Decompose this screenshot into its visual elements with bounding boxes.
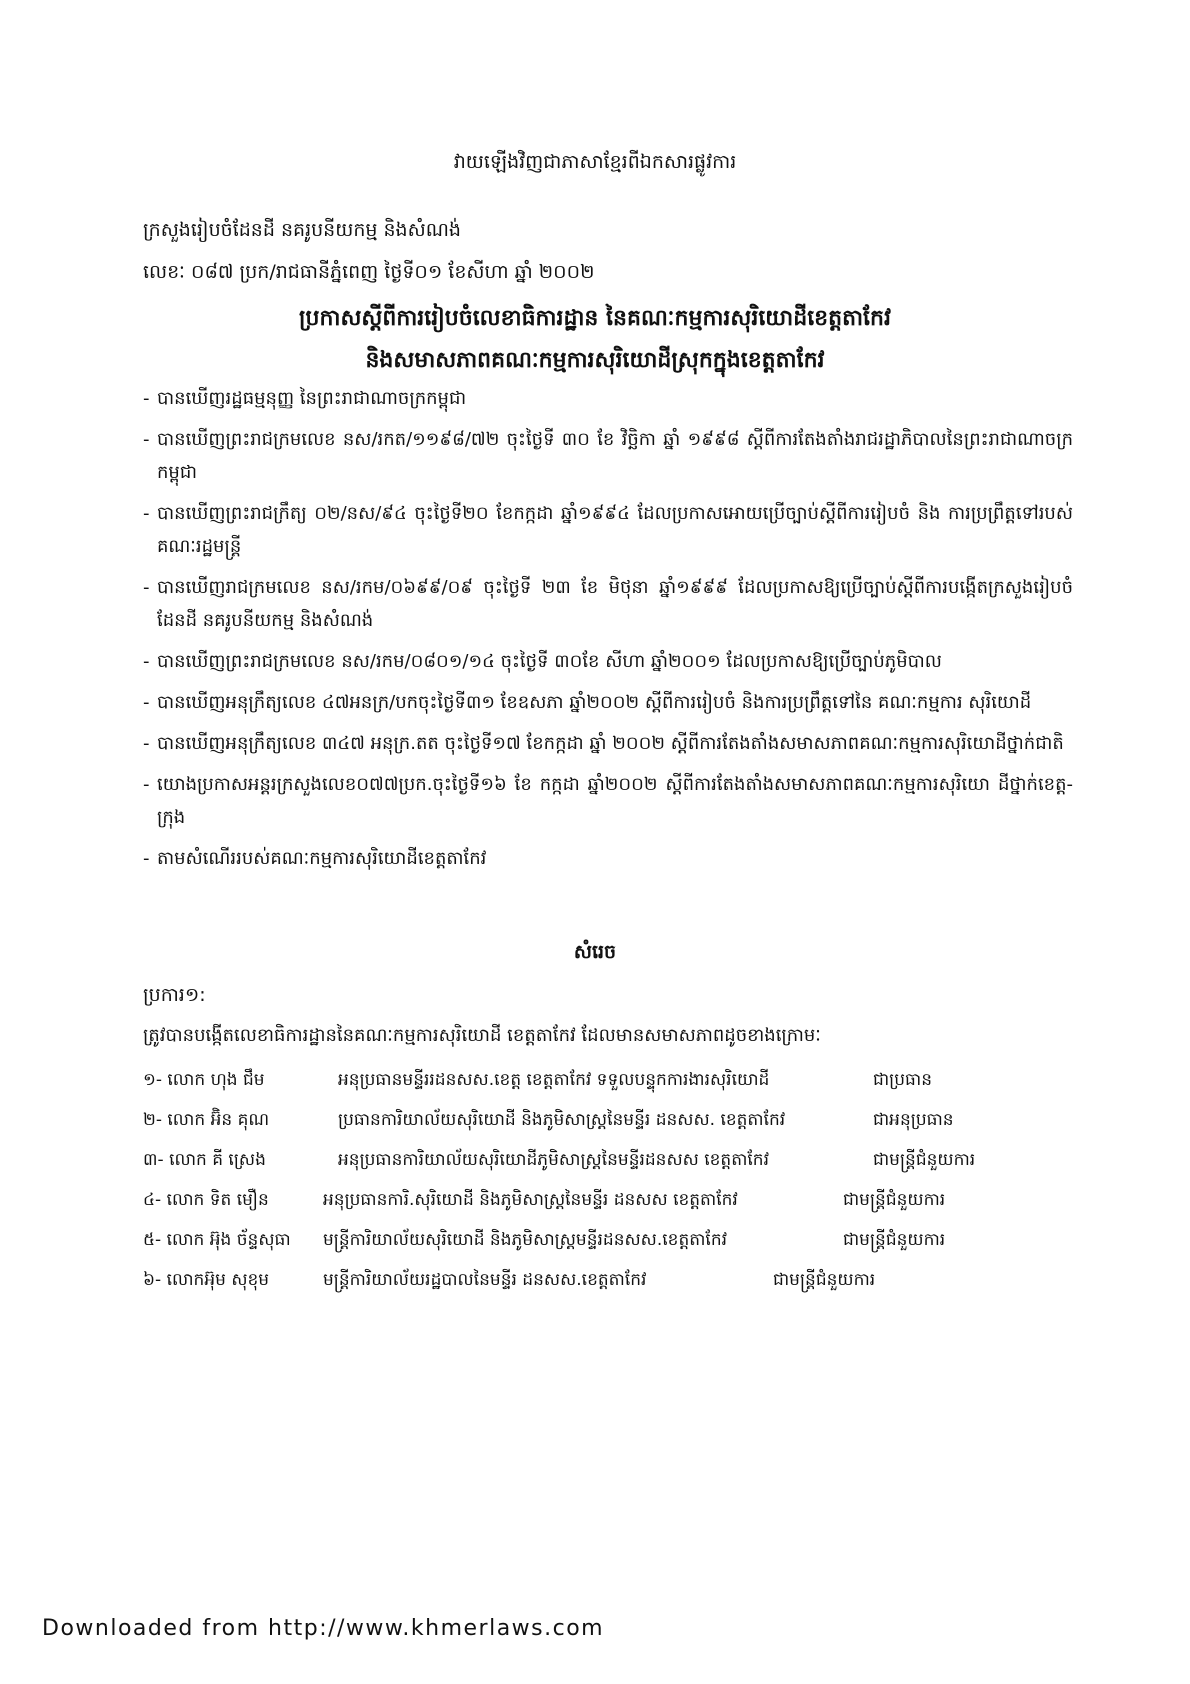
clause-item: - បានឃើញព្រះរាជក្រឹត្យ ០២/នស/៩៤ ចុះថ្ងៃទី២០ ខែកក្កដា ឆ្នាំ១៩៩៤ ដែលប្រកាសអោយប្រើច្បាប់ស្តីពីការរៀបចំ និង ការប្រព្រឹត្តទៅរបស់គណៈរដ្ឋមន្ត្រី — [143, 503, 1073, 557]
member-row — [143, 1223, 1073, 1263]
clause-item: - បានឃើញព្រះរាជក្រមលេខ នស/រកត/១១៩៨/៧២ ចុះថ្ងៃទី ៣០ ខែ វិច្ឆិកា ឆ្នាំ ១៩៩៨ ស្តីពីការតែងតាំងរាជរដ្ឋាភិបាលនៃព្រះរាជាណាចក្រកម្ពុជា — [143, 429, 1073, 483]
member-position: ប្រធានការិយាល័យសុរិយោដី និងភូមិសាស្ត្រនៃមន្ទីរ ដនសស. ខេត្តតាកែវ — [338, 1110, 786, 1130]
member-name: ៥- លោក អ៊ុង ច័ន្ទសុធា — [143, 1230, 291, 1250]
document-title — [0, 298, 1190, 382]
member-list — [143, 1063, 1073, 1303]
member-role: ជាមន្ត្រីជំនួយការ — [843, 1190, 946, 1210]
member-row — [143, 1183, 1073, 1223]
member-row — [143, 1063, 1073, 1103]
member-row — [143, 1263, 1073, 1303]
member-name: ១- លោក ហុង ជឹម — [143, 1070, 265, 1090]
member-position: មន្ត្រីការិយាល័យសុរិយោដី និងភូមិសាស្ត្រមន្ទីរដនសស.ខេត្តតាកែវ — [323, 1230, 728, 1250]
member-name: ៤- លោក ទិត មឿន — [143, 1190, 269, 1210]
article-label: ប្រការ១: — [143, 984, 206, 1006]
clause-item: - បានឃើញរាជក្រមលេខ នស/រកម/០៦៩៩/០៩ ចុះថ្ងៃទី ២៣ ខែ មិថុនា ឆ្នាំ១៩៩៩ ដែលប្រកាសឱ្យប្រើច្បាប់ស្តីពីការបង្កើតក្រសួងរៀបចំដែនដី នគរូបនីយកម្ម និងសំណង់ — [143, 577, 1073, 631]
title-line-1: ប្រកាសស្តីពីការរៀបចំលេខាធិការដ្ឋាន នៃគណៈកម្មការសុរិយោដីខេត្តតាកែវ — [299, 306, 891, 331]
member-name: ៣- លោក គី ស្រេង — [143, 1150, 266, 1170]
ministry-name: ក្រសួងរៀបចំដែនដី នគរូបនីយកម្ម និងសំណង់ — [143, 219, 461, 241]
title-line-2: និងសមាសភាពគណៈកម្មការសុរិយោដីស្រុកក្នុងខេត្តតាកែវ — [365, 348, 825, 373]
member-role: ជាមន្ត្រីជំនួយការ — [773, 1270, 876, 1290]
member-row — [143, 1143, 1073, 1183]
reference-line: លេខៈ ០៨៧ ប្រក/រាជធានីភ្នំពេញ ថ្ងៃទី០១ ខែសីហា ឆ្នាំ ២០០២ — [143, 261, 595, 283]
assignment-text: ត្រូវបានបង្កើតលេខាធិការដ្ឋាននៃគណៈកម្មការសុរិយោដី ខេត្តតាកែវ ដែលមានសមាសភាពដូចខាងក្រោមៈ — [143, 1025, 821, 1046]
member-name: ៦- លោកអ៊ុម សុខុម — [143, 1270, 270, 1290]
member-role: ជាអនុប្រធាន — [873, 1110, 954, 1130]
download-source-footer: Downloaded from http://www.khmerlaws.com — [42, 1616, 605, 1641]
preamble-clauses — [143, 382, 1073, 883]
member-role: ជាប្រធាន — [873, 1070, 933, 1090]
member-role: ជាមន្ត្រីជំនួយការ — [843, 1230, 946, 1250]
member-position: អនុប្រធានការិ.សុរិយោដី និងភូមិសាស្ត្រនៃមន្ទីរ ដនសស ខេត្តតាកែវ — [323, 1190, 738, 1210]
decision-heading: សំរេច — [573, 941, 617, 963]
clause-item: - បានឃើញរដ្ឋធម្មនុញ្ញ នៃព្រះរាជាណាចក្រកម្ពុជា — [143, 388, 467, 409]
member-row — [143, 1103, 1073, 1143]
member-position: អនុប្រធានការិយាល័យសុរិយោដីភូមិសាស្ត្រនៃមន្ទីរដនសស ខេត្តតាកែវ — [338, 1150, 769, 1170]
clause-item: - យោងប្រកាសអន្តរក្រសួងលេខ០៧៧ប្រក.ចុះថ្ងៃទី១៦ ខែ កក្កដា ឆ្នាំ២០០២ ស្តីពីការតែងតាំងសមាសភាពគណៈកម្មការសុរិយោ ដីថ្នាក់ខេត្ត-ក្រុង — [143, 774, 1074, 828]
retyped-note: វាយឡើងវិញជាភាសាខ្មែរពីឯកសារផ្លូវការ — [453, 151, 737, 173]
clause-item: - បានឃើញអនុក្រឹត្យលេខ ៤៧អនក្រ/បកចុះថ្ងៃទី៣១ ខែឧសភា ឆ្នាំ២០០២ ស្តីពីការរៀបចំ និងការប្រព្រឹត្តទៅនៃ គណៈកម្មការ សុរិយោដី — [143, 692, 1032, 713]
member-name: ២- លោក អ៊ិន គុណ — [143, 1110, 270, 1130]
clause-item: - បានឃើញព្រះរាជក្រមលេខ នស/រកម/០៨០១/១៤ ចុះថ្ងៃទី ៣០ខែ សីហា ឆ្នាំ២០០១ ដែលប្រកាសឱ្យប្រើច្បាប់ភូមិបាល — [143, 651, 942, 672]
clause-item: - បានឃើញអនុក្រឹត្យលេខ ៣៤៧ អនុក្រ.តត ចុះថ្ងៃទី១៧ ខែកក្កដា ឆ្នាំ ២០០២ ស្តីពីការតែងតាំងសមាសភាពគណៈកម្មការសុរិយោដីថ្នាក់ជាតិ — [143, 733, 1064, 754]
member-position: មន្ត្រីការិយាល័យរដ្ឋបាលនៃមន្ទីរ ដនសស.ខេត្តតាកែវ — [323, 1270, 647, 1290]
member-position: អនុប្រធានមន្ទីររដនសស.ខេត្ត ខេត្តតាកែវ ទទួលបន្ទុកការងារសុរិយោដី — [338, 1070, 770, 1090]
member-role: ជាមន្ត្រីជំនួយការ — [873, 1150, 976, 1170]
clause-item: - តាមសំណើររបស់គណៈកម្មការសុរិយោដីខេត្តតាកែវ — [143, 848, 487, 869]
